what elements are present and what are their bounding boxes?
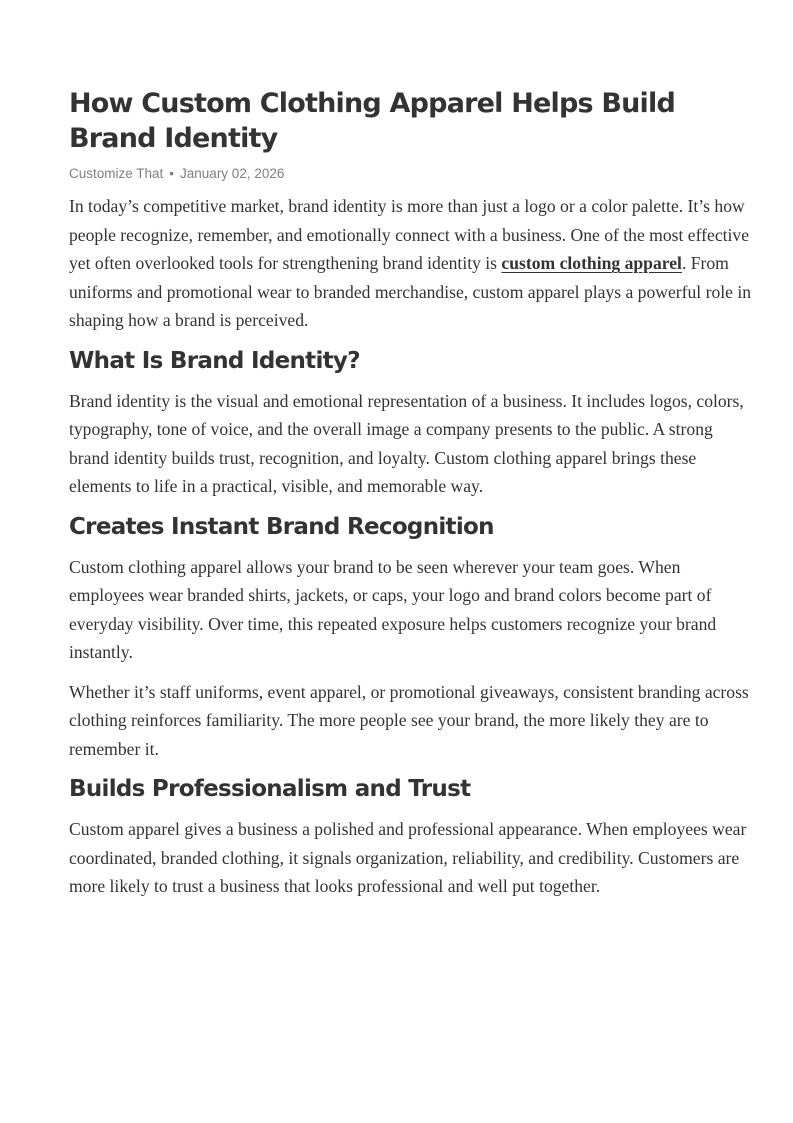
section-paragraph: Custom clothing apparel allows your brand to be seen wherever your team goes. When employees wear branded shirts, jackets, or caps, your logo and brand colors become part of everyday visibility. Over time, this repeated exposure helps customers recognize your brand instantly. [69,556,717,662]
section-heading-professionalism-trust: Builds Professionalism and Trust [69,776,471,802]
section-paragraph: Whether it’s staff uniforms, event apparel, or promotional giveaways, consistent branding across clothing reinforces familiarity. The more people see your brand, the more likely they are to remember it. [69,681,749,759]
meta-separator: • [169,166,175,181]
intro-paragraph [69,192,753,335]
article [69,86,753,912]
article-title: How Custom Clothing Apparel Helps Build Brand Identity [69,88,675,154]
section-paragraph: Brand identity is the visual and emotional representation of a business. It includes logos, colors, typography, tone of voice, and the overall image a company presents to the public. A strong brand identity builds trust, recognition, and loyalty. Custom clothing apparel brings these elements to life in a practical, visible, and memorable way. [69,390,744,496]
publish-date: January 02, 2026 [180,166,285,181]
section-paragraph: Custom apparel gives a business a polished and professional appearance. When employees wear coordinated, branded clothing, it signals organization, reliability, and credibility. Customers are more likely to trust a business that looks professional and well put together. [69,819,747,896]
author-name[interactable]: Customize That [69,166,164,181]
section-heading-brand-identity: What Is Brand Identity? [69,347,360,374]
article-meta [69,165,753,183]
intro-text-after-link: . From uniforms and promotional wear to branded merchandise, custom apparel plays a powerful role in shaping how a brand is perceived. [69,253,752,330]
intro-text-before-link: In today’s competitive market, brand identity is more than just a logo or a color palette. It’s how people recognize, remember, and emotionally connect with a business. One of the most effective yet often overlooked tools for strengthening brand identity is [69,196,750,273]
section-heading-brand-recognition: Creates Instant Brand Recognition [69,513,494,540]
custom-clothing-apparel-link[interactable]: custom clothing apparel [501,253,682,273]
